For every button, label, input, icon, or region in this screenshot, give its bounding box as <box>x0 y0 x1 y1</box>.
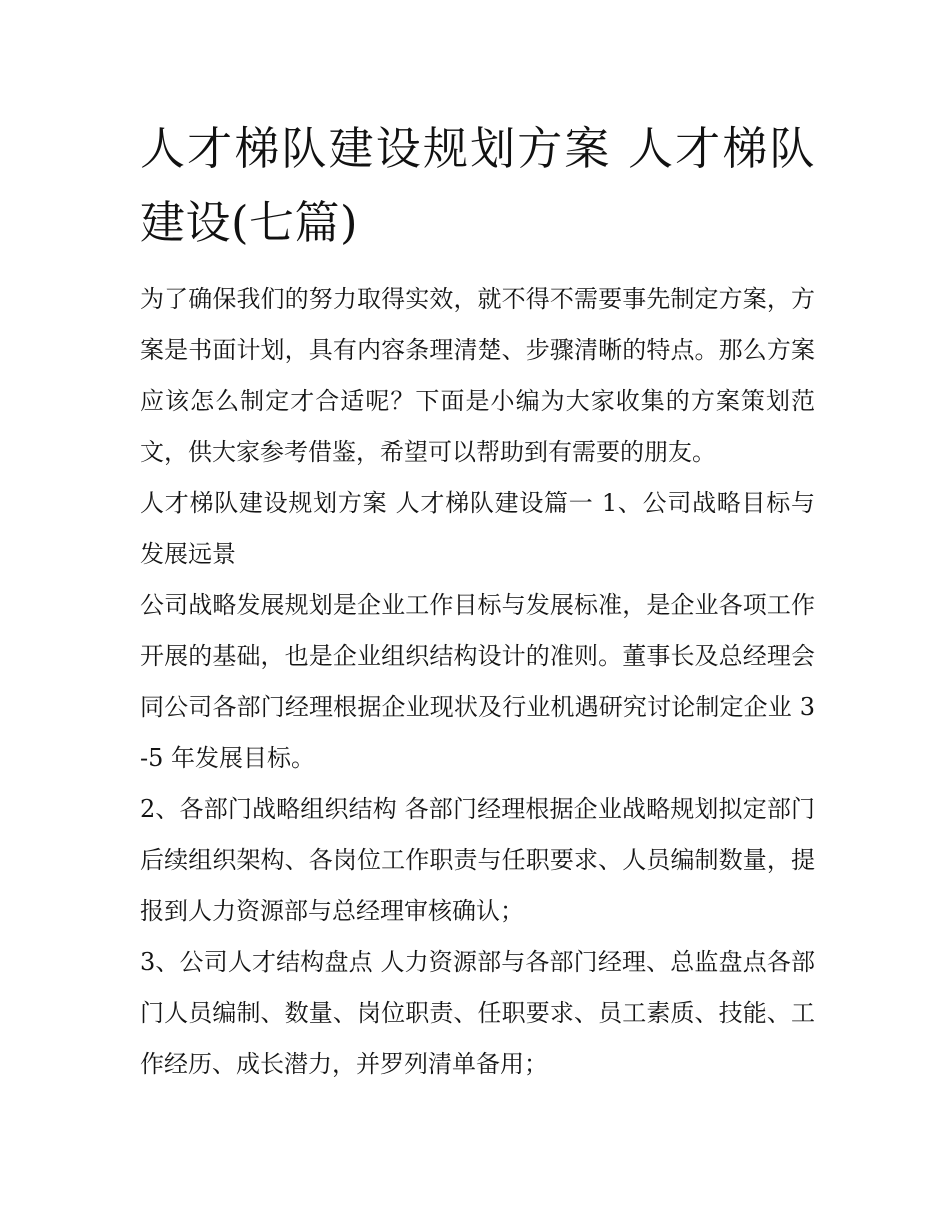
document-body <box>140 274 815 1090</box>
strategy-paragraph: 公司战略发展规划是企业工作目标与发展标准，是企业各项工作开展的基础，也是企业组织结构设计的准则。董事长及总经理会同公司各部门经理根据企业现状及行业机遇研究讨论制定企业 3-5 年发展目标。 <box>140 591 815 772</box>
intro-paragraph: 为了确保我们的努力取得实效，就不得不需要事先制定方案，方案是书面计划，具有内容条理清楚、步骤清晰的特点。那么方案应该怎么制定才合适呢？下面是小编为大家收集的方案策划范文，供大家参考借鉴，希望可以帮助到有需要的朋友。 <box>140 285 815 466</box>
section-heading-paragraph: 人才梯队建设规划方案 人才梯队建设篇一 1、公司战略目标与发展远景 <box>140 489 815 568</box>
document-title: 人才梯队建设规划方案 人才梯队建设(七篇) <box>140 122 815 249</box>
document-content <box>140 112 815 1090</box>
org-structure-paragraph: 2、各部门战略组织结构 各部门经理根据企业战略规划拟定部门后续组织架构、各岗位工作职责与任职要求、人员编制数量，提报到人力资源部与总经理审核确认； <box>140 795 815 925</box>
talent-inventory-paragraph: 3、公司人才结构盘点 人力资源部与各部门经理、总监盘点各部门人员编制、数量、岗位职责、任职要求、员工素质、技能、工作经历、成长潜力，并罗列清单备用； <box>140 948 815 1078</box>
